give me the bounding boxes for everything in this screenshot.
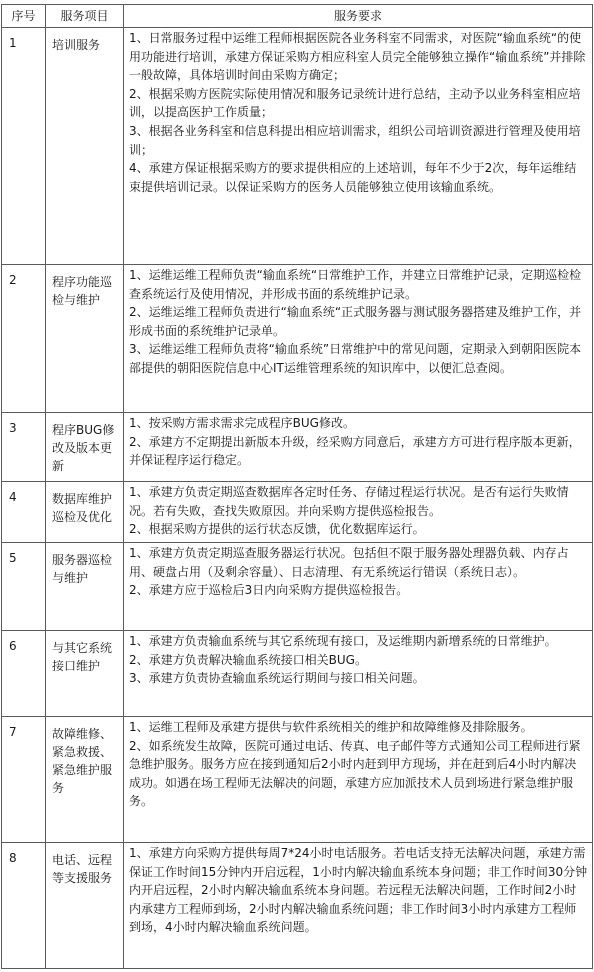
requirement-line: 1、运维运维工程师负责“输血系统“日常维护工作，并建立日常维护记录，定期巡检检查系统运行及使用情况，并形成书面的系统维护记录。	[129, 268, 582, 301]
service-item: 数据库维护巡检及优化	[46, 482, 124, 543]
requirement-line: 3、运维运维工程师负责将“输血系统”日常维护中的常见问题，定期录入到朝阳医院本部提供的朝阳医院信息中心IT运维管理系统的知识库中，以便汇总查阅。	[129, 342, 582, 375]
requirement-line: 1、日常服务过程中运维工程师根据医院各业务科室不同需求，对医院“输血系统“的使用功能进行培训，承建方保证采购方相应科室人员完全能够独立操作“输血系统”并排除一般故障，具体培训时间由采购方确定；	[129, 31, 586, 83]
requirement-line: 2、如系统发生故障，医院可通过电话、传真、电子邮件等方式通知公司工程师进行紧急维护服务。服务方应在接到通知后2小时内赶到甲方现场，并在赶到后4小时内解决成功。如遇在场工程师无法解决的问题，承建方应加派技术人员到场进行紧急维护服务。	[129, 738, 581, 809]
service-item: 培训服务	[46, 28, 124, 265]
service-item: 程序功能巡检与维护	[46, 265, 124, 413]
requirement-line: 1、运维工程师及承建方提供与软件系统相关的维护和故障维修及排除服务。	[129, 720, 533, 734]
requirement-line: 2、运维运维工程师负责进行“输血系统“正式服务器与测试服务器搭建及维护工作，并形成书面的系统维护记录单。	[129, 305, 582, 338]
table-row	[2, 482, 593, 543]
requirement-line: 2、承建方应于巡检后3日内向采购方提供巡检报告。	[129, 583, 409, 598]
requirement-line: 1、按采购方需求需求完成程序BUG修改。	[129, 416, 355, 430]
requirement-line: 2、根据采购方提供的运行状态反馈，优化数据库运行。	[129, 522, 425, 537]
service-requirement	[124, 265, 593, 413]
service-item: 故障维修、紧急救援、紧急维护服务	[46, 717, 124, 843]
service-requirement	[124, 717, 593, 843]
service-item: 程序BUG修改及版本更新	[46, 413, 124, 482]
requirement-line: 3、承建方负责协查输血系统运行期间与接口相关问题。	[129, 671, 425, 686]
service-requirement	[124, 843, 593, 969]
requirement-line: 4、承建方保证根据采购方的要求提供相应的上述培训，每年不少于2次，每年运维结束提供培训记录。以保证采购方的医务人员能够独立使用该输血系统。	[129, 161, 577, 194]
service-requirement	[124, 413, 593, 482]
requirement-line: 2、承建方不定期提出新版本升级，经采购方同意后，承建方方可进行程序版本更新，并保证程序运行稳定。	[129, 434, 581, 468]
row-number: 6	[2, 631, 46, 717]
row-number: 2	[2, 265, 46, 413]
row-number: 1	[2, 28, 46, 265]
service-item: 服务器巡检与维护	[46, 543, 124, 631]
header-requirement: 服务要求	[124, 5, 593, 28]
table-row	[2, 717, 593, 843]
table-row	[2, 413, 593, 482]
service-table	[1, 4, 593, 969]
service-item: 与其它系统接口维护	[46, 631, 124, 717]
row-number: 8	[2, 843, 46, 969]
requirement-line: 1、承建方负责定期巡查服务器运行状况。包括但不限于服务器处理器负载、内存占用、硬盘占用（及剩余容量）、日志清理、有无系统运行错误（系统日志）。	[129, 546, 569, 579]
row-number: 3	[2, 413, 46, 482]
service-item: 电话、远程等支援服务	[46, 843, 124, 969]
header-item: 服务项目	[46, 5, 124, 28]
requirement-line: 2、根据采购方医院实际使用情况和服务记录统计进行总结，主动予以业务科室相应培训，以提高医护工作质量；	[129, 86, 581, 120]
header-no: 序号	[2, 5, 46, 28]
table-row	[2, 631, 593, 717]
row-number: 7	[2, 717, 46, 843]
table-row	[2, 543, 593, 631]
requirement-line: 1、承建方负责定期巡查数据库各定时任务、存储过程运行状况。是否有运行失败情况。若有失败，查找失败原因。并向采购方提供巡检报告。	[129, 485, 569, 518]
row-number: 5	[2, 543, 46, 631]
service-requirement	[124, 482, 593, 543]
requirement-line: 2、承建方负责解决输血系统接口相关BUG。	[129, 652, 367, 667]
requirement-line: 1、承建方向采购方提供每周7*24小时电话服务。若电话支持无法解决问题，承建方需保证工作时间15分钟内开启远程，1小时内解决输血系统本身问题；非工作时间30分钟内开启远程，2小时内解决输血系统本身问题。若远程无法解决问题，工作时间2小时内承建方工程师到场，2小时内解决输血系统问题；非工作时间3小时内承建方工程师到场，4小时内解决输血系统问题。	[129, 846, 588, 935]
header-row	[2, 5, 593, 28]
row-number: 4	[2, 482, 46, 543]
table-row	[2, 843, 593, 969]
service-requirement	[124, 28, 593, 265]
service-requirement	[124, 543, 593, 631]
requirement-line: 3、根据各业务科室和信息科提出相应培训需求，组织公司培训资源进行管理及使用培训；	[129, 123, 581, 157]
table-row	[2, 28, 593, 265]
table-row	[2, 265, 593, 413]
requirement-line: 1、承建方负责输血系统与其它系统现有接口，及运维期内新增系统的日常维护。	[129, 634, 557, 648]
service-requirement	[124, 631, 593, 717]
